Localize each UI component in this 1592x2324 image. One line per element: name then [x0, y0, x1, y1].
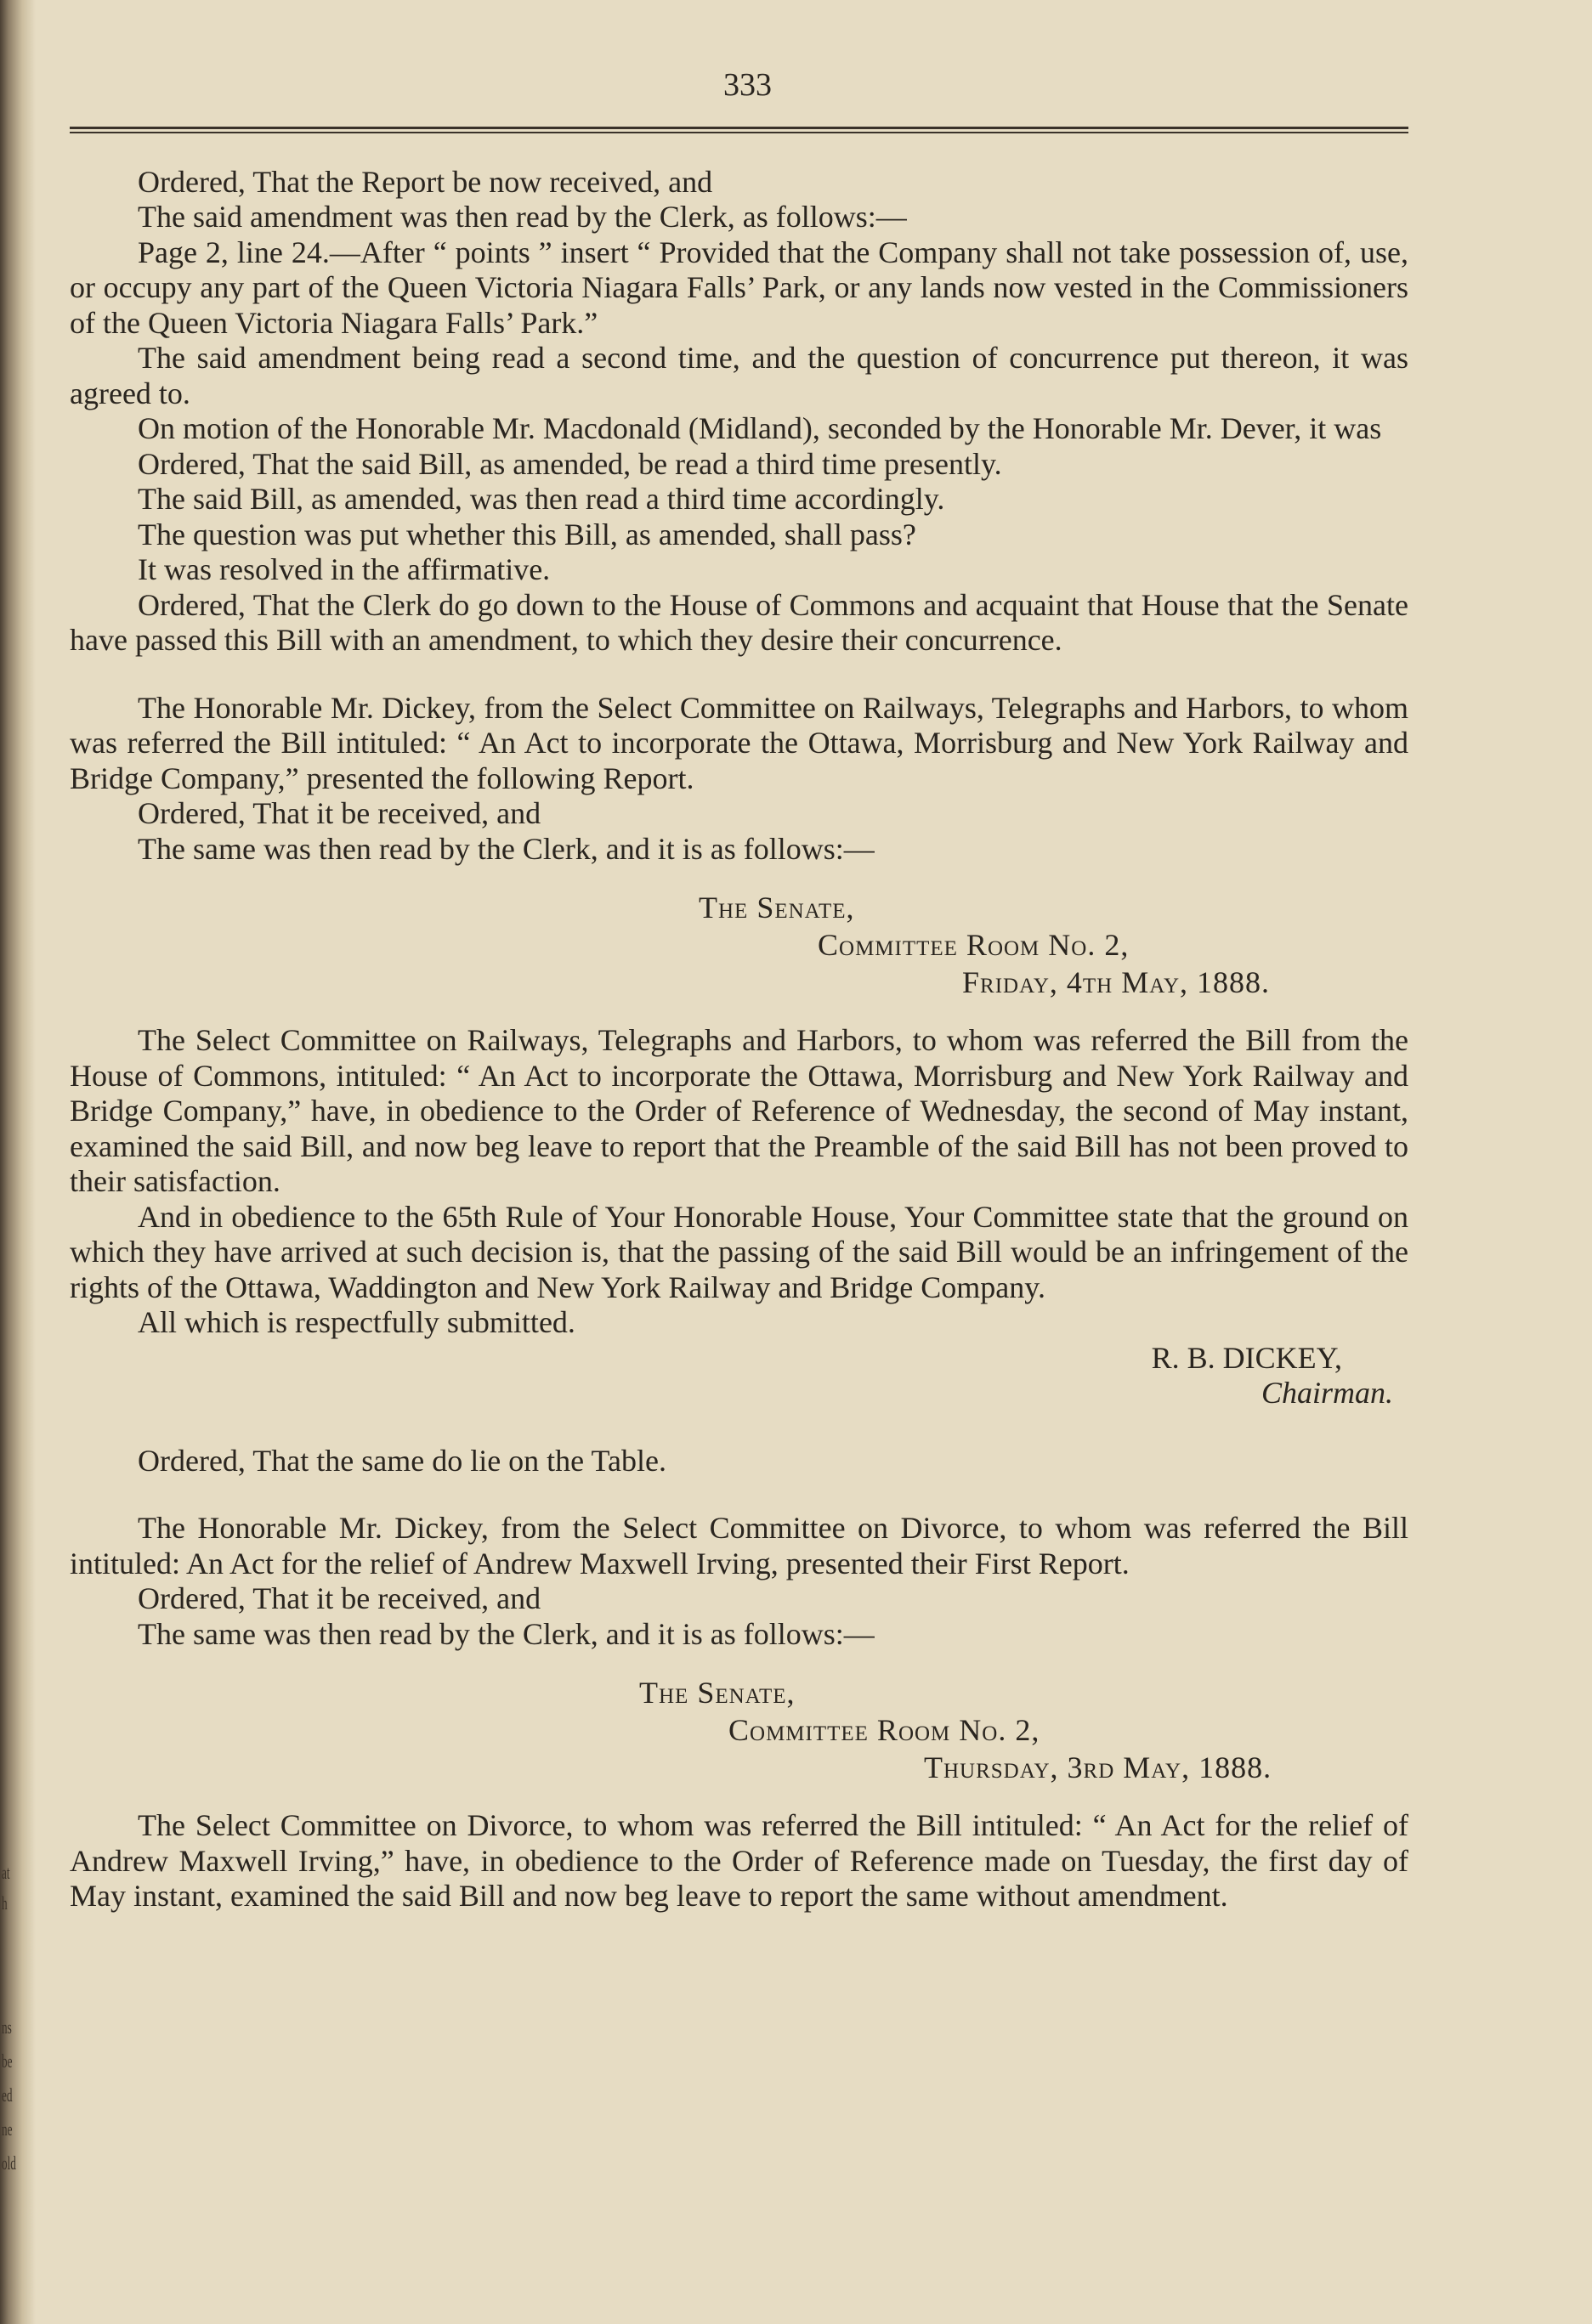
paragraph: On motion of the Honorable Mr. Macdonald (Midland), seconded by the Honorable Mr. Dever, it was [138, 411, 1382, 445]
gutter-fragment: at [2, 1862, 10, 1883]
paragraph: The same was then read by the Clerk, and it is as follows:— [138, 831, 875, 866]
paragraph: Ordered, That the Report be now received, and [138, 164, 713, 199]
report-header-room: Committee Room No. 2, [728, 1713, 1040, 1747]
gutter-fragment: old [2, 2152, 16, 2174]
gutter-fragment: be [2, 2050, 13, 2072]
signature-title: Chairman. [1261, 1376, 1393, 1410]
railway-report-intro [70, 691, 1408, 868]
divorce-report-intro [70, 1511, 1408, 1652]
book-gutter [0, 0, 36, 2324]
header-rule [70, 124, 1408, 136]
gutter-fragment: ed [2, 2084, 13, 2106]
paragraph: Ordered, That the said Bill, as amended, be read a third time presently. [138, 446, 1002, 481]
paragraph: And in obedience to the 65th Rule of Your Honorable House, Your Committee state that the ground on which they have arrived at such decision is, that the passing of the said Bill would be an infringement of the rights of the Ottawa, Waddington and New York Railway and Bridge Company. [70, 1199, 1408, 1304]
paragraph: Ordered, That the Clerk do go down to the House of Commons and acquaint that House that the Senate have passed this Bill with an amendment, to which they desire their concurrence. [70, 587, 1408, 657]
report-header-date: Thursday, 3rd May, 1888. [924, 1750, 1272, 1784]
paragraph: The Honorable Mr. Dickey, from the Select Committee on Railways, Telegraphs and Harbors, to whom was referred the Bill intituled: “ An Act to incorporate the Ottawa, Morrisburg and New York Railway and Bridge Company,” presented the following Report. [70, 690, 1408, 795]
paragraph: The said Bill, as amended, was then read a third time accordingly. [138, 482, 945, 516]
railway-report-body [70, 1023, 1408, 1341]
paragraph: The Select Committee on Railways, Telegraphs and Harbors, to whom was referred the Bill from the House of Commons, intituled: “ An Act to incorporate the Ottawa, Morrisburg and New York Railway and Bridge Company,” have, in obedience to the Order of Reference of Wednesday, the second of May instant, examined the said Bill, and now beg leave to report that the Preamble of the said Bill has not been proved to their satisfaction. [70, 1023, 1408, 1198]
gutter-fragment: ns [2, 2016, 12, 2038]
signature-block [70, 1341, 1408, 1411]
gutter-fragment: ne [2, 2118, 13, 2140]
paragraph: Ordered, That it be received, and [138, 1581, 541, 1615]
paragraph: Ordered, That the same do lie on the Table. [138, 1443, 666, 1478]
paragraph: The Select Committee on Divorce, to whom was referred the Bill intituled: “ An Act for the relief of Andrew Maxwell Irving,” have, in obedience to the Order of Reference made on Tuesday, the first day of May instant, examined the said Bill and now beg leave to report the same without amendment. [70, 1808, 1408, 1913]
gutter-fragment: h [2, 1892, 8, 1914]
report-header [70, 1674, 1408, 1786]
paragraph: All which is respectfully submitted. [138, 1305, 575, 1339]
report-header-senate: The Senate, [639, 1676, 796, 1710]
paragraph: The Honorable Mr. Dickey, from the Select Committee on Divorce, to whom was referred the Bill intituled: An Act for the relief of Andrew Maxwell Irving, presented their First Report. [70, 1511, 1408, 1580]
paragraph: The same was then read by the Clerk, and it is as follows:— [138, 1616, 875, 1651]
report-header-senate: The Senate, [699, 891, 855, 925]
report-header [70, 889, 1408, 1001]
paragraph: It was resolved in the affirmative. [138, 552, 551, 586]
document-page [70, 68, 1408, 1914]
paragraph: Page 2, line 24.—After “ points ” insert “ Provided that the Company shall not take possession of, use, or occupy any part of the Queen Victoria Niagara Falls’ Park, or any lands now vested in the Commissioners of the Queen Victoria Niagara Falls’ Park.” [70, 235, 1408, 340]
report-header-date: Friday, 4th May, 1888. [962, 965, 1271, 999]
signature-name: R. B. DICKEY, [1151, 1340, 1342, 1375]
paragraph: The question was put whether this Bill, as amended, shall pass? [138, 517, 916, 551]
paragraph: The said amendment was then read by the Clerk, as follows:— [138, 200, 907, 234]
page-number: 333 [723, 67, 772, 103]
paragraph: The said amendment being read a second time, and the question of concurrence put thereon, it was agreed to. [70, 341, 1408, 410]
report-header-room: Committee Room No. 2, [818, 928, 1130, 962]
amendment-section [70, 165, 1408, 659]
paragraph: Ordered, That it be received, and [138, 796, 541, 830]
